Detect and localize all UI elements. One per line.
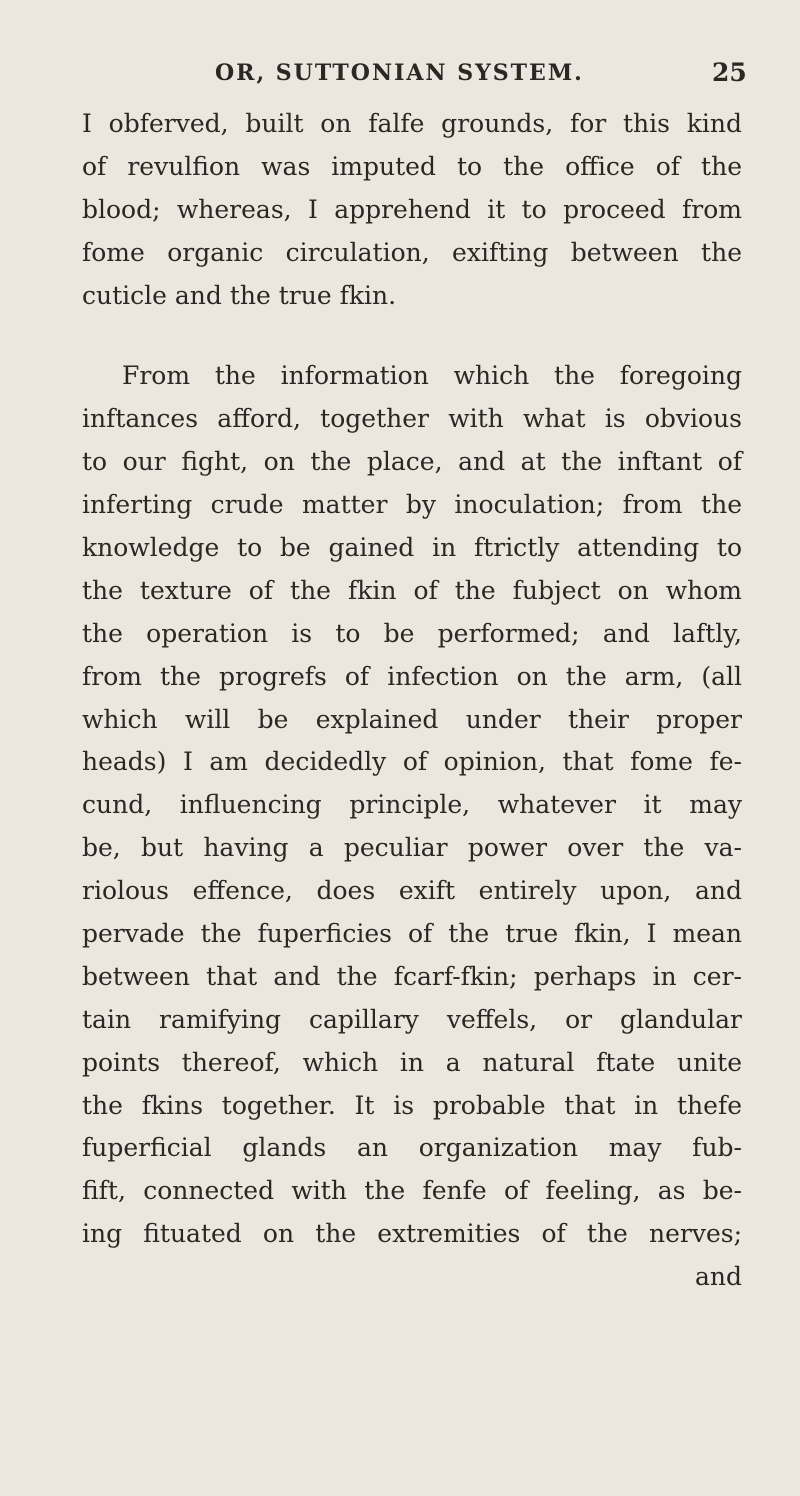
running-head-title: OR, SUTTONIAN SYSTEM.	[215, 60, 584, 86]
text-line: between that and the fcarf-fkin; perhaps in cer-	[82, 961, 742, 991]
text-line: fome organic circulation, exifting between the	[82, 237, 742, 267]
text-line: riolous effence, does exift entirely upon, and	[82, 876, 742, 906]
catchword: and	[694, 1262, 742, 1292]
body-text	[82, 103, 742, 1299]
paragraph-first-line: From the information which the foregoing	[122, 361, 742, 391]
text-line: the fkins together. It is probable that in thefe	[82, 1090, 742, 1120]
text-line: heads) I am decidedly of opinion, that fome fe-	[82, 747, 742, 777]
text-line: cuticle and the true fkin.	[82, 280, 397, 310]
text-line: cund, influencing principle, whatever it may	[82, 790, 742, 820]
text-line: the texture of the fkin of the fubject on whom	[82, 575, 742, 605]
text-line: to our fight, on the place, and at the inftant of	[82, 447, 742, 477]
text-line: inftances afford, together with what is obvious	[82, 404, 742, 434]
text-line: be, but having a peculiar power over the va-	[82, 833, 742, 863]
text-line: I obferved, built on falfe grounds, for this kind	[82, 109, 742, 138]
text-line: the operation is to be performed; and laftly,	[82, 618, 742, 648]
text-line: fuperficial glands an organization may fub-	[82, 1133, 742, 1163]
text-line: of revulfion was imputed to the office of the	[82, 151, 742, 181]
text-line: knowledge to be gained in ftrictly attending to	[82, 533, 742, 563]
running-head	[0, 60, 800, 96]
text-line: ing fituated on the extremities of the nerves;	[82, 1219, 742, 1249]
text-line: blood; whereas, I apprehend it to proceed from	[82, 194, 742, 224]
text-line: pervade the fuperficies of the true fkin, I mean	[82, 919, 742, 949]
text-line: fift, connected with the fenfe of feeling, as be-	[82, 1176, 742, 1206]
text-line: tain ramifying capillary veffels, or glandular	[82, 1004, 742, 1034]
page-number: 25	[712, 58, 747, 87]
text-line: inferting crude matter by inoculation; from the	[82, 490, 742, 520]
text-line: from the progrefs of infection on the arm, (all	[82, 661, 742, 691]
text-line: which will be explained under their proper	[82, 704, 742, 734]
text-line: points thereof, which in a natural ftate unite	[82, 1047, 742, 1077]
